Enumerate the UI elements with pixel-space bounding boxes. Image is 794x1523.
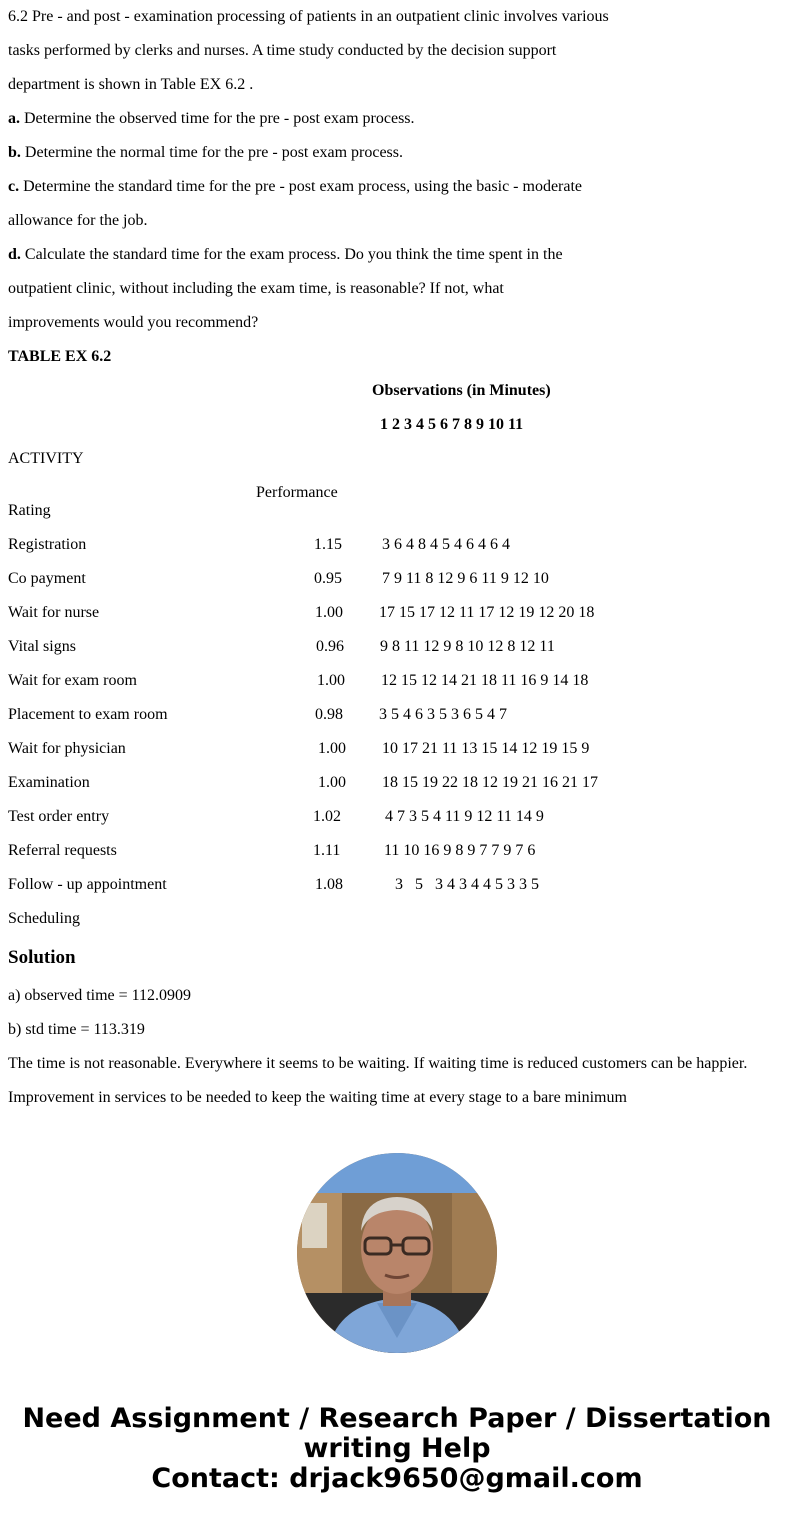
rating-cell: 1.00: [315, 604, 343, 621]
part-b: [8, 143, 403, 163]
solution-line-2: b) std time = 113.319: [8, 1021, 145, 1038]
question-line-3: department is shown in Table EX 6.2 .: [8, 76, 254, 93]
solution-line-4: Improvement in services to be needed to keep the waiting time at every stage to a bare minimum: [8, 1089, 627, 1106]
rating-cell: 0.95: [314, 570, 342, 587]
part-d: [8, 245, 563, 265]
activity-cell: Test order entry: [8, 808, 110, 825]
rating-cell: 0.98: [315, 706, 343, 723]
part-c-label: c.: [8, 178, 20, 195]
part-c-text: Determine the standard time for the pre - post exam process, using the basic - moderate: [19, 178, 583, 195]
observations-cell: 3 5 4 6 3 5 3 6 5 4 7: [379, 706, 507, 723]
activity-header: ACTIVITY: [8, 450, 84, 467]
part-d-cont-2: improvements would you recommend?: [8, 314, 259, 331]
rating-cell: 1.00: [318, 740, 346, 757]
rating-cell: 1.11: [313, 842, 341, 859]
part-c: [8, 177, 582, 197]
performance-header: Performance: [256, 484, 338, 501]
part-d-text: Calculate the standard time for the exam process. Do you think the time spent in the: [20, 246, 563, 263]
observations-cell: 7 9 11 8 12 9 6 11 9 12 10: [382, 570, 549, 587]
observations-cell: 11 10 16 9 8 9 7 7 9 7 6: [384, 842, 536, 859]
observations-cell: 18 15 19 22 18 12 19 21 16 21 17: [382, 774, 598, 791]
part-c-cont: allowance for the job.: [8, 212, 148, 229]
activity-cell: Wait for physician: [8, 740, 126, 757]
activity-cell: Examination: [8, 774, 90, 791]
rating-cell: 1.02: [313, 808, 341, 825]
activity-cell: Follow - up appointment: [8, 876, 167, 893]
rating-cell: 1.08: [315, 876, 343, 893]
author-portrait-illustration: [297, 1153, 497, 1353]
observations-cell: 17 15 17 12 11 17 12 19 12 20 18: [379, 604, 595, 621]
observation-numbers: 1 2 3 4 5 6 7 8 9 10 11: [380, 416, 524, 433]
solution-line-1: a) observed time = 112.0909: [8, 987, 192, 1004]
activity-cell: Wait for nurse: [8, 604, 100, 621]
solution-line-3: The time is not reasonable. Everywhere it seems to be waiting. If waiting time is reduced customers can be happier.: [8, 1055, 748, 1072]
activity-cell: Referral requests: [8, 842, 117, 859]
observations-cell: 9 8 11 12 9 8 10 12 8 12 11: [380, 638, 555, 655]
observations-cell: 10 17 21 11 13 15 14 12 19 15 9: [382, 740, 590, 757]
part-d-cont-1: outpatient clinic, without including the exam time, is reasonable? If not, what: [8, 280, 504, 297]
rating-cell: 0.96: [316, 638, 344, 655]
footer-contact: Contact: drjack9650@gmail.com: [151, 1463, 643, 1494]
rating-cell: 1.15: [314, 536, 342, 553]
observations-cell: 3 5 3 4 3 4 4 5 3 3 5: [395, 876, 539, 893]
question-line-2: tasks performed by clerks and nurses. A time study conducted by the decision support: [8, 42, 557, 59]
activity-cell: Co payment: [8, 570, 86, 587]
observations-cell: 12 15 12 14 21 18 11 16 9 14 18: [381, 672, 589, 689]
footer-line-1: Need Assignment / Research Paper / Dissertation: [22, 1403, 772, 1434]
solution-heading: Solution: [8, 947, 76, 968]
table-title: TABLE EX 6.2: [8, 348, 112, 365]
part-b-text: Determine the normal time for the pre - post exam process.: [20, 144, 403, 161]
part-d-label: d.: [8, 246, 21, 263]
part-b-label: b.: [8, 144, 21, 161]
activity-cell: Vital signs: [8, 638, 76, 655]
question-line-1: 6.2 Pre - and post - examination processing of patients in an outpatient clinic involves various: [8, 8, 609, 25]
scheduling-label: Scheduling: [8, 910, 80, 927]
part-a-label: a.: [8, 110, 20, 127]
footer-line-2: writing Help: [303, 1433, 491, 1464]
activity-cell: Registration: [8, 536, 87, 553]
activity-cell: Wait for exam room: [8, 672, 137, 689]
rating-cell: 1.00: [317, 672, 345, 689]
observations-header: Observations (in Minutes): [372, 382, 551, 399]
activity-cell: Placement to exam room: [8, 706, 168, 723]
observations-cell: 4 7 3 5 4 11 9 12 11 14 9: [385, 808, 544, 825]
observations-cell: 3 6 4 8 4 5 4 6 4 6 4: [382, 536, 510, 553]
author-photo: [297, 1153, 497, 1353]
rating-header: Rating: [8, 502, 51, 519]
part-a-text: Determine the observed time for the pre - post exam process.: [20, 110, 415, 127]
rating-cell: 1.00: [318, 774, 346, 791]
part-a: [8, 109, 415, 129]
